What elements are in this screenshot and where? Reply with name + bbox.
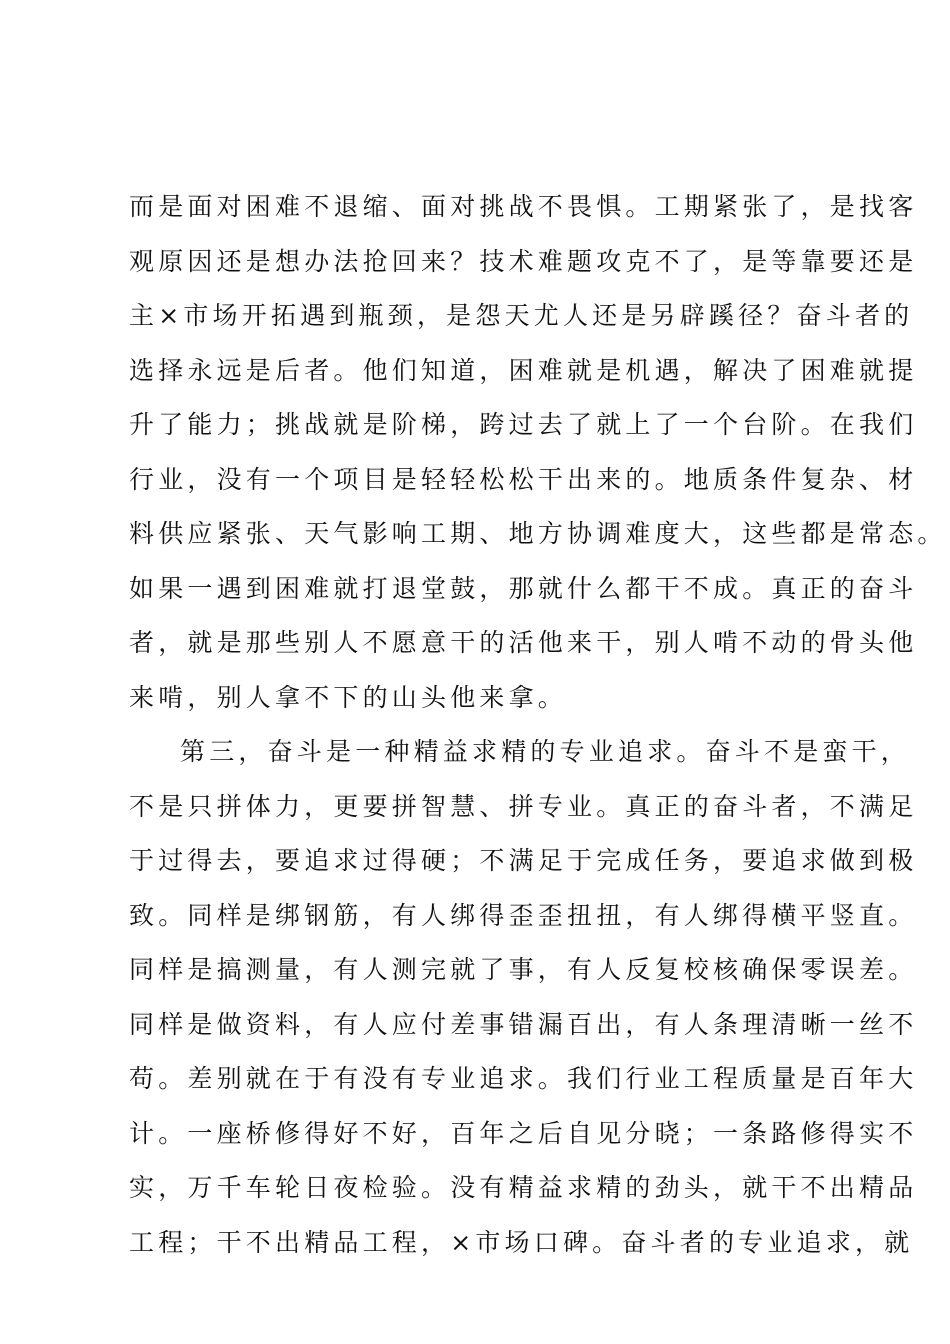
text-line: 观原因还是想办法抢回来？技术难题攻克不了，是等靠要还是 [129, 246, 918, 276]
paragraph-first-line: 第三，奋斗是一种精益求精的专业追求。奋斗不是蛮干， [180, 737, 911, 766]
text-line: 升了能力；挑战就是阶梯，跨过去了就上了一个台阶。在我们 [129, 410, 918, 439]
text-line: 工程；干不出精品工程，×市场口碑。奋斗者的专业追求，就 [129, 1227, 914, 1257]
text-line: 苟。差别就在于有没有专业追求。我们行业工程质量是百年大 [129, 1064, 918, 1093]
text-line: 实，万千车轮日夜检验。没有精益求精的劲头，就干不出精品 [129, 1173, 918, 1202]
text-line: 不是只拼体力，更要拼智慧、拼专业。真正的奋斗者，不满足 [129, 791, 918, 821]
text-line: 主×市场开拓遇到瓶颈，是怨天尤人还是另辟蹊径？奋斗者的 [129, 301, 914, 330]
text-line: 者，就是那些别人不愿意干的活他来干，别人啃不动的骨头他 [129, 628, 918, 657]
text-line: 同样是搞测量，有人测完就了事，有人反复校核确保零误差。 [129, 955, 918, 984]
text-line: 致。同样是绑钢筋，有人绑得歪歪扭扭，有人绑得横平竖直。 [129, 900, 918, 930]
text-line: 如果一遇到困难就打退堂鼓，那就什么都干不成。真正的奋斗 [129, 573, 918, 603]
text-line: 而是面对困难不退缩、面对挑战不畏惧。工期紧张了，是找客 [129, 192, 918, 221]
text-line: 行业，没有一个项目是轻轻松松干出来的。地质条件复杂、材 [129, 464, 918, 494]
text-line: 计。一座桥修得好不好，百年之后自见分晓；一条路修得实不 [129, 1118, 918, 1148]
document-body [129, 180, 947, 1270]
text-line: 同样是做资料，有人应付差事错漏百出，有人条理清晰一丝不 [129, 1009, 918, 1039]
text-line: 于过得去，要追求过得硬；不满足于完成任务，要追求做到极 [129, 846, 918, 875]
text-line: 来啃，别人拿不下的山头他来拿。 [129, 682, 568, 712]
text-line: 料供应紧张、天气影响工期、地方协调难度大，这些都是常态。 [129, 519, 947, 548]
text-line: 选择永远是后者。他们知道，困难就是机遇，解决了困难就提 [129, 355, 918, 385]
